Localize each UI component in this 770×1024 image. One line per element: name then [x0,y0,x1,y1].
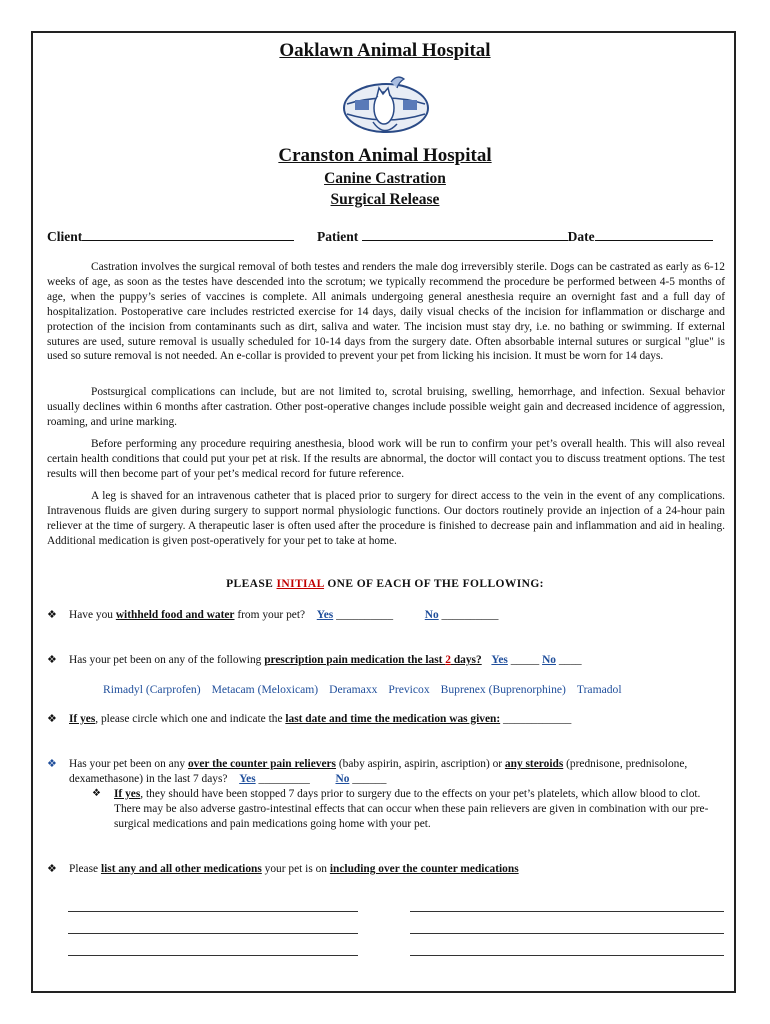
question-otc-steroids: ❖ Has your pet been on any over the counter pain relievers (baby aspirin, aspirin, ascription) or any steroids (prednisone, prednisolone, dexamethasone) in the last 7 days? Yes _________ No ______ [47,758,688,785]
initial-keyword: INITIAL [276,578,325,590]
form-title: Canine Castration [324,170,446,187]
medication-line[interactable] [68,955,358,956]
paragraph-complications: Postsurgical complications can include, but are not limited to, scrotal bruising, swelling, hemorrhage, and infection. Sexual behavior usually declines within 6 months after castration. Other post-operative changes include possible weight gain and decreased incidence of aggression, roaming, and urine marking. [47,386,725,428]
no-initial-blank[interactable]: ____ [558,654,582,666]
yes-initial-blank[interactable]: __________ [336,609,394,621]
client-patient-date-line [47,229,727,245]
diamond-bullet-icon: ❖ [92,788,101,799]
yes-initial-blank[interactable]: _________ [258,772,310,785]
patient-label: Patient [317,229,359,244]
diamond-bullet-icon: ❖ [47,863,57,875]
no-option[interactable]: No [424,609,439,621]
date-label: Date [567,229,595,244]
no-option[interactable]: No [542,654,556,666]
medication-item[interactable]: Tramadol [576,683,622,696]
yes-option[interactable]: Yes [491,654,508,666]
hospital-logo [341,70,431,142]
last-dose-blank[interactable]: ____________ [503,713,572,725]
diamond-bullet-icon: ❖ [47,758,57,770]
client-field[interactable] [82,229,294,241]
no-option[interactable]: No [335,772,350,785]
initial-instructions: PLEASE INITIAL ONE OF EACH OF THE FOLLOWING: [226,578,544,590]
medication-line[interactable] [410,955,724,956]
medication-item[interactable]: Buprenex (Buprenorphine) [440,683,566,696]
yes-option[interactable]: Yes [239,772,256,785]
no-initial-blank[interactable]: __________ [441,609,499,621]
medication-item[interactable]: Previcox [388,683,430,696]
medication-list [103,683,633,696]
yes-option[interactable]: Yes [316,609,334,621]
question-other-medications: ❖ Please list any and all other medications your pet is on including over the counter medications [47,863,519,875]
hospital-name-oaklawn: Oaklawn Animal Hospital [279,40,491,61]
form-subtitle: Surgical Release [330,191,440,208]
diamond-bullet-icon: ❖ [47,713,57,725]
paragraph-procedure: Castration involves the surgical removal of both testes and renders the male dog irreversibly sterile. Dogs can be castrated as early as 6-12 weeks of age, as soon as the testes have descended into the scrotum; we typically recommend the procedure be performed between 4-5 months of age, when the puppy’s series of vaccines is complete. All animals undergoing general anesthesia require an overnight fast and a full day of hospitalization. Postoperative care includes restricted exercise for 14 days, daily visual checks of the incision for inflammation or discharge and protection of the incision from contaminants such as dirt, saliva and water. The incision must stay dry, i.e. no bathing or swimming. If external sutures are used, suture removal is usually scheduled for 10-14 days from the surgery date. Often absorbable internal sutures or surgical "glue" is used so suture removal is not needed. An e-collar is provided to prevent your pet from licking his incision. It must be worn for 14 days. [47,261,725,363]
question-prescription-pain: ❖ Has your pet been on any of the following prescription pain medication the last 2 days? Yes _____ No ____ [47,654,582,666]
diamond-bullet-icon: ❖ [47,654,57,666]
medication-item[interactable]: Rimadyl (Carprofen) [103,683,201,696]
patient-field[interactable] [362,229,568,241]
medication-line[interactable] [410,911,724,912]
medication-item[interactable]: Metacam (Meloxicam) [211,683,319,696]
medication-line[interactable] [68,911,358,912]
paragraph-catheter: A leg is shaved for an intravenous catheter that is placed prior to surgery for direct access to the vein in the event of any complications. Intravenous fluids are given during surgery to support normal physiologic functions. Our doctors routinely provide an injection of a 24-hour pain reliever at the time of surgery. A therapeutic laser is often used after the procedure is finished to decrease pain and inflammation and aid in healing. Additional medication is given post-operatively for your pet to take at home. [47,490,725,547]
hospital-name-cranston: Cranston Animal Hospital [278,145,492,166]
question-food-water: ❖ Have you withheld food and water from your pet? Yes __________ No __________ [47,609,499,621]
no-initial-blank[interactable]: ______ [352,772,387,785]
date-field[interactable] [595,229,713,241]
client-label: Client [47,229,83,244]
question-last-dose: ❖ If yes, please circle which one and indicate the last date and time the medication was given: ____________ [47,713,572,725]
diamond-bullet-icon: ❖ [47,609,57,621]
yes-initial-blank[interactable]: _____ [510,654,540,666]
medication-item[interactable]: Deramaxx [329,683,378,696]
medication-line[interactable] [410,933,724,934]
paragraph-bloodwork: Before performing any procedure requiring anesthesia, blood work will be run to confirm your pet’s overall health. This will also reveal certain health conditions that could put your pet at risk. If the results are abnormal, the doctor will contact you to discuss treatment options. The test results will then become part of your pet’s medical record for future reference. [47,438,725,480]
medication-line[interactable] [68,933,358,934]
